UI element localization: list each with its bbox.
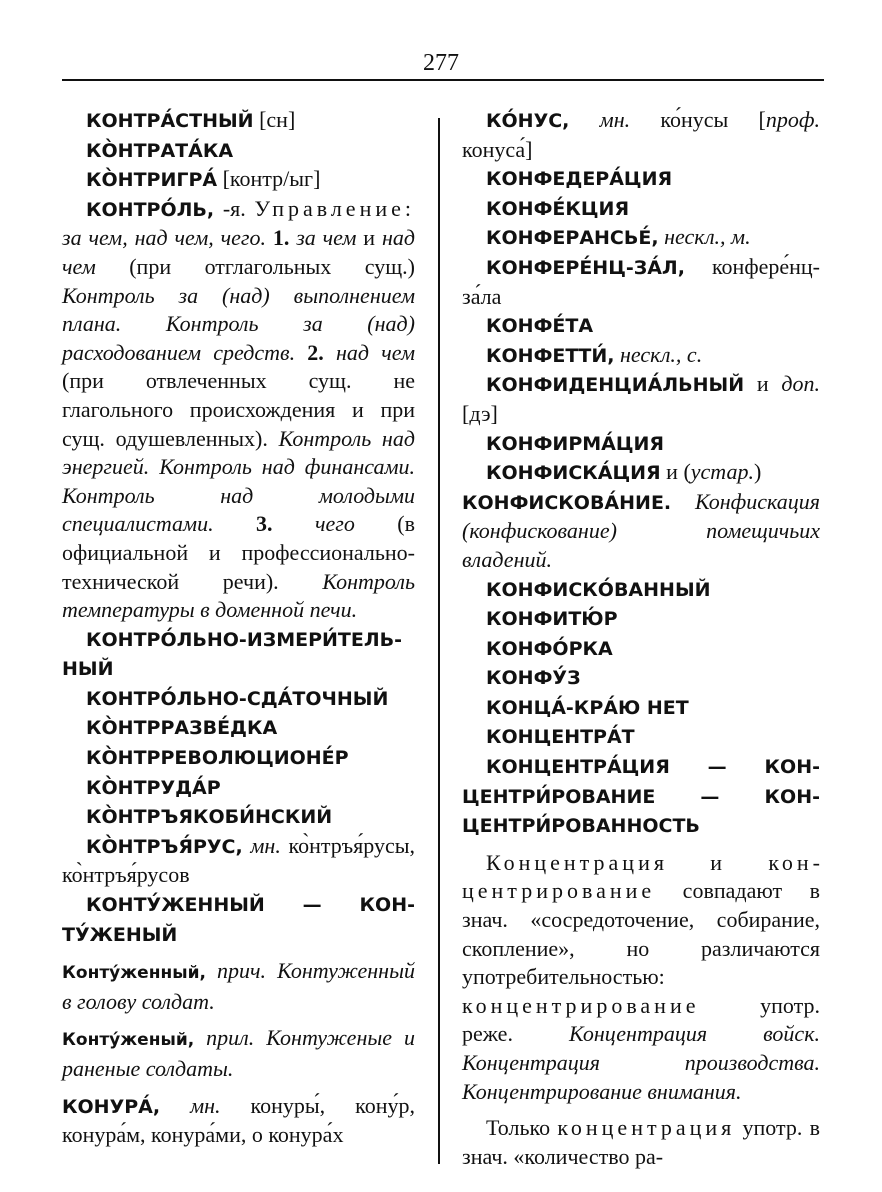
headword: КО̀НТРРЕВОЛЮЦИОНЕ́Р (86, 747, 349, 770)
entry-konfeta (462, 311, 820, 341)
example-text: Конфискация (конфискование) помещичьих владений. (462, 488, 820, 572)
entry-kontrolno-izmeritelny (62, 625, 415, 684)
headword: КОНТРА́СТНЫЙ (86, 110, 254, 132)
word-forms: конуры́, кону́р, конура́м, конура́ми, о конура́х (62, 1092, 415, 1148)
headword: КОНФЕ́КЦИЯ (486, 197, 630, 220)
genitive-form: -я. (214, 195, 255, 221)
entry-kontrataka (62, 136, 415, 166)
entry-konforka (462, 634, 820, 664)
page-number: 277 (423, 50, 459, 76)
usage-label: проф. (765, 107, 820, 132)
entry-konura (62, 1092, 415, 1150)
entry-kontrol (62, 195, 415, 625)
usage-label: устар. (690, 459, 754, 485)
entry-kontryakobinsky (62, 802, 415, 832)
headword: КОНТРО́ЛЬ, (86, 198, 215, 221)
headword: КОНФЕРЕ́НЦ-ЗА́Л, (486, 256, 685, 279)
grammar-label: нескл., с. (614, 341, 703, 367)
subheadword: Конту́женный, (62, 963, 206, 984)
headword: КОНФИСКА́ЦИЯ (486, 462, 661, 485)
entry-konfektsiya (462, 194, 820, 224)
usage-text: за чем, над чем, чего. (62, 225, 266, 251)
plain-text: и (356, 225, 382, 251)
headword: КОНФИСКО́ВАННЫЙ (486, 578, 711, 601)
entry-kontryarus (62, 832, 415, 890)
word-forms: конуса́] (462, 136, 533, 162)
entry-kontrolno-sdatochny (62, 684, 415, 714)
entry-kontrrevolutsioner (62, 743, 415, 773)
left-column (62, 106, 415, 1150)
entry-konfiskovanie (462, 488, 820, 575)
plain-text: ) (753, 459, 762, 485)
headword: КОНУРА́, (62, 1095, 161, 1118)
headword: КОНЦА́-КРА́Ю НЕТ (486, 696, 689, 719)
example-text: Контуженный в голову солдат. (62, 958, 415, 1014)
header-rule (62, 79, 824, 81)
headword: КОНФЕДЕРА́ЦИЯ (486, 168, 673, 191)
headword: КО̀НТРУДА́Р (86, 776, 221, 799)
grammar-label: мн. (569, 107, 631, 132)
pronunciation-note: [контр/ыг] (217, 166, 321, 192)
spaced-text: концентрирование (462, 992, 700, 1018)
entry-konfederatsiya (462, 164, 820, 194)
headword: КОНФЕРАНСЬЕ́, (486, 227, 659, 250)
plain-text: употр. реже. (462, 992, 820, 1047)
entry-kontrigra (62, 165, 415, 195)
headword: КОНЦЕНТРА́ЦИЯ — КОНЦЕНТРИ́РОВАНИЕ — КОНЦЕНТРИ́РОВАННОСТЬ (462, 756, 820, 838)
pronunciation-note: [дэ] (462, 400, 498, 426)
headword: КО́НУС, (486, 110, 570, 132)
headword: КОНФЕ́ТА (486, 315, 594, 338)
entry-konfetti (462, 341, 820, 371)
usage-label: доп. (781, 371, 820, 397)
subentry-kontuzheny-pril (62, 1024, 415, 1083)
usage-text: за чем (296, 225, 357, 251)
spaced-text: концентрация (557, 1115, 736, 1141)
grammar-label: прил. (194, 1025, 267, 1051)
headword: КО̀НТРЪЯКОБИ́НСКИЙ (86, 806, 333, 829)
grammar-label: мн. (242, 832, 281, 858)
entry-konfiskatsiya (462, 458, 820, 488)
label-upravlenie: Управление: (254, 195, 415, 221)
headword: КО̀НТРАТА́КА (86, 139, 234, 162)
headword: КОНФИТЮ́Р (486, 608, 618, 631)
column-divider (438, 118, 440, 1164)
example-text: Контроль над энергией. Контроль над финансами. Контроль над молодыми специалистами. (62, 425, 415, 537)
plain-text: (при отвлеченных сущ. не глагольного происхождения и при сущ. одушевленных). (62, 368, 415, 451)
subentry-kontuzhenny-prich (62, 957, 415, 1016)
plain-text: употр. в знач. «количество ра- (462, 1115, 820, 1169)
pronunciation-note: [сн] (253, 107, 296, 132)
subheadword: Конту́женый, (62, 1030, 195, 1051)
entry-konfirmatsiya (462, 429, 820, 459)
sense-number: 2. (295, 339, 336, 365)
plain-text: и (744, 371, 782, 397)
right-column (462, 106, 820, 1171)
plain-text: Только (486, 1115, 558, 1141)
usage-text: над чем (336, 339, 415, 365)
headword: КОНФИСКОВА́НИЕ. (462, 491, 672, 514)
grammar-label: мн. (160, 1092, 221, 1118)
entry-kontrudar (62, 773, 415, 803)
usage-note-kontsentratsiya (462, 849, 820, 1106)
sense-number: 3. (213, 511, 315, 537)
entry-konferanse (462, 223, 820, 253)
headword: КОНФО́РКА (486, 637, 613, 660)
plain-text: (при отглагольных сущ.) (95, 253, 415, 279)
usage-text: чего (315, 511, 355, 537)
plain-text: совпадают в знач. «сосредоточение, собирание, скопление», но различаются употребительностью: (462, 878, 820, 990)
usage-text: над чем (62, 225, 416, 279)
example-text: Контуженые и раненые солдаты. (62, 1025, 416, 1081)
word-forms: ко́нусы [ (630, 107, 766, 132)
headword: КОНФУ́З (486, 667, 581, 690)
entry-kontsentrat (462, 722, 820, 752)
grammar-label: нескл., м. (658, 224, 751, 250)
entry-kontsentratsiya (462, 752, 820, 841)
headword: КОНЦЕНТРА́Т (486, 726, 635, 749)
spaced-text: Концентрация и концентрирование (462, 849, 820, 904)
headword: КО̀НТРРАЗВЕ́ДКА (86, 717, 278, 740)
headword: КОНФИРМА́ЦИЯ (486, 432, 665, 455)
headword: КОНФЕТТИ́, (486, 344, 615, 367)
entry-kontrrazvedka (62, 713, 415, 743)
entry-kontrastny (62, 106, 415, 136)
entry-kontsa-krayu-net (462, 693, 820, 723)
headword: КО̀НТРИГРА́ (86, 169, 218, 192)
entry-konfuz (462, 663, 820, 693)
headword: КОНТУ́ЖЕННЫЙ — КОНТУ́ЖЕНЫЙ (62, 894, 415, 946)
headword: КОНТРО́ЛЬНО-ИЗМЕРИ́ТЕЛЬНЫЙ (62, 628, 403, 681)
plain-text: (в официальной и профессионально-технической речи). (62, 511, 416, 594)
plain-text: и ( (660, 459, 691, 485)
entry-konfidentsialny (462, 370, 820, 428)
headword: КОНТРО́ЛЬНО-СДА́ТОЧНЫЙ (86, 687, 389, 710)
example-text: Контроль за (над) выполнением плана. Контроль за (над) расходованием средств. (62, 282, 415, 365)
headword: КОНФИДЕНЦИА́ЛЬНЫЙ (486, 374, 745, 397)
example-text: Контроль температуры в доменной печи. (62, 568, 415, 623)
entry-konfityur (462, 604, 820, 634)
example-text: Концентрация войск. Концентрация производства. Концентрирование внимания. (462, 1021, 820, 1104)
sense-number: 1. (265, 225, 297, 251)
word-forms: конфере́нцза́ла (462, 253, 820, 309)
entry-konfiskovanny (462, 575, 820, 605)
word-forms: ко̀нтръя́русы, ко̀нтръя́русов (62, 832, 415, 888)
usage-note-tolko (462, 1114, 820, 1171)
entry-konferents-zal (462, 253, 820, 311)
entry-konus (462, 106, 820, 164)
entry-kontuzhenny (62, 890, 415, 949)
grammar-label: прич. (205, 958, 278, 984)
headword: КО̀НТРЪЯ́РУС, (86, 835, 243, 858)
